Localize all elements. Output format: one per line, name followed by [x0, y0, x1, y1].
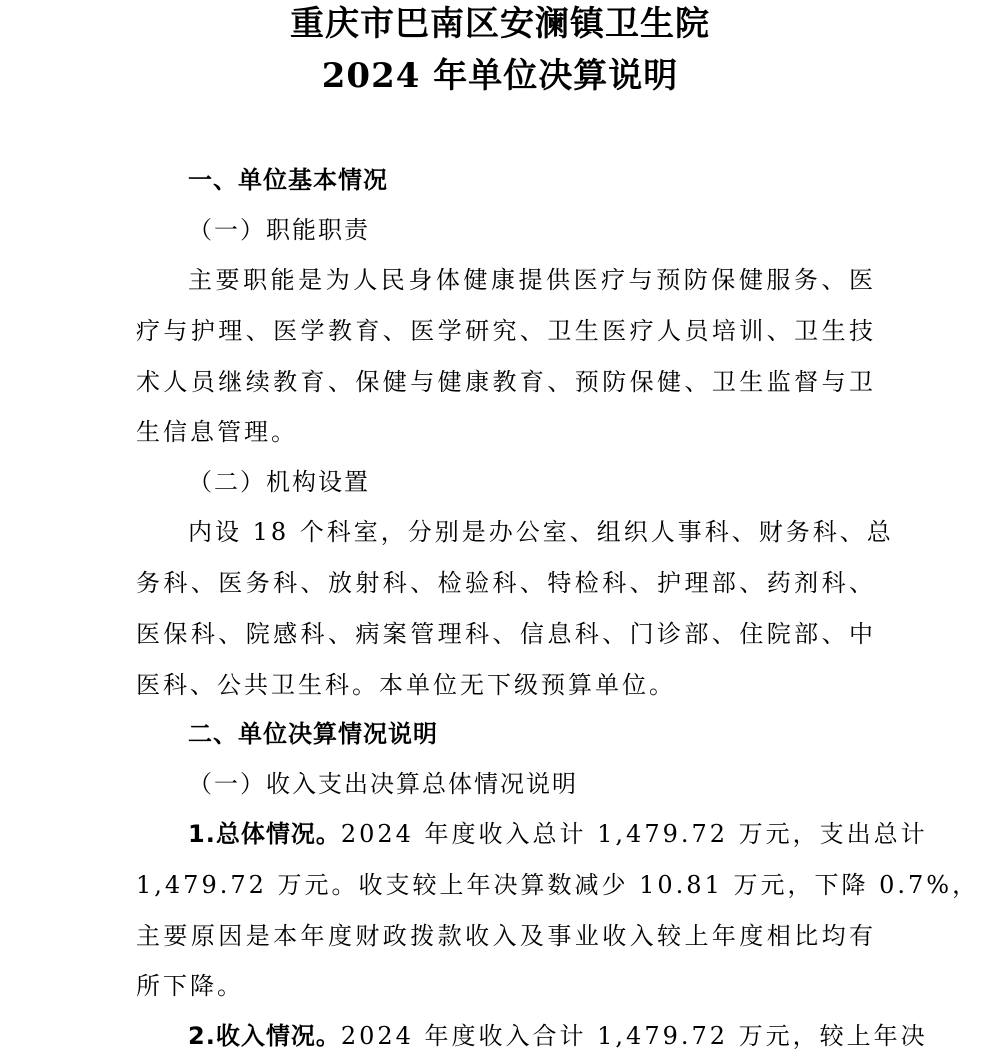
paragraph-line: 主要原因是本年度财政拨款收入及事业收入较上年度相比均有: [136, 922, 876, 950]
paragraph-line: 医保科、院感科、病案管理科、信息科、门诊部、住院部、中: [136, 620, 876, 648]
paragraph-line: 1,479.72 万元。收支较上年决算数减少 10.81 万元，下降 0.7%，: [136, 871, 980, 899]
paragraph-line: [188, 817, 928, 851]
paragraph-line: 内设 18 个科室，分别是办公室、组织人事科、财务科、总: [188, 518, 894, 546]
paragraph-line: 术人员继续教育、保健与健康教育、预防保健、卫生监督与卫: [136, 368, 876, 396]
section2-sub1-heading: （一）收入支出决算总体情况说明: [188, 770, 578, 798]
item2-lead: 2.收入情况。: [188, 1022, 341, 1050]
section2-heading: 二、单位决算情况说明: [188, 720, 438, 748]
section1-heading: 一、单位基本情况: [188, 166, 388, 194]
item1-text: 2024 年度收入总计 1,479.72 万元，支出总计: [340, 820, 928, 848]
paragraph-line: 疗与护理、医学教育、医学研究、卫生医疗人员培训、卫生技: [136, 317, 876, 345]
section1-sub2-heading: （二）机构设置: [188, 468, 370, 496]
paragraph-line: [188, 1019, 928, 1053]
item2-text: 2024 年度收入合计 1,479.72 万元，较上年决: [340, 1022, 928, 1050]
document-title-line1: 重庆市巴南区安澜镇卫生院: [290, 4, 710, 44]
section1-sub1-heading: （一）职能职责: [188, 216, 370, 244]
item1-lead: 1.总体情况。: [188, 820, 341, 848]
paragraph-line: 主要职能是为人民身体健康提供医疗与预防保健服务、医: [188, 266, 876, 294]
paragraph-line: 所下降。: [136, 972, 244, 1000]
paragraph-line: 务科、医务科、放射科、检验科、特检科、护理部、药剂科、: [136, 569, 876, 597]
paragraph-line: 医科、公共卫生科。本单位无下级预算单位。: [136, 671, 676, 699]
document-title-line2: 2024 年单位决算说明: [321, 56, 679, 96]
paragraph-line: 生信息管理。: [136, 418, 298, 446]
